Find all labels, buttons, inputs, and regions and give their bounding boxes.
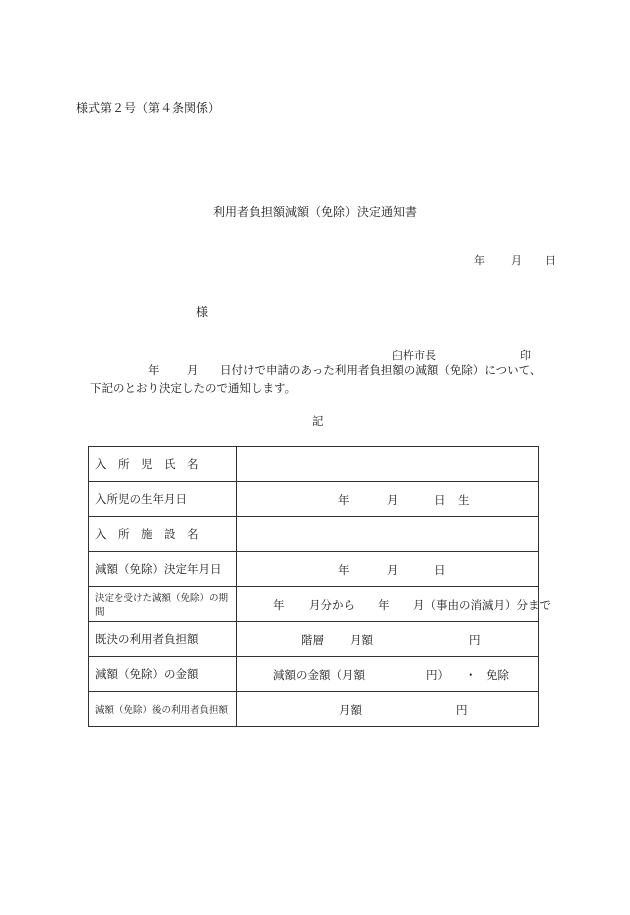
date-day-label: 日 xyxy=(545,254,556,267)
year-label: 年 xyxy=(338,563,350,577)
month-from-label: 月分から xyxy=(309,598,355,612)
table-row xyxy=(89,622,539,657)
row-label-birthdate: 入所児の生年月日 xyxy=(89,482,237,517)
existing-burden-value xyxy=(237,622,539,657)
month-label: 月 xyxy=(387,563,399,577)
body-line2: 下記のとおり決定したので通知します。 xyxy=(90,381,297,395)
month-label: 月 xyxy=(387,493,399,507)
yen-label: 円 xyxy=(469,633,481,647)
row-label-child-name: 入 所 児 氏 名 xyxy=(89,447,237,482)
table-row xyxy=(89,447,539,482)
child-name-value xyxy=(237,447,539,482)
table-row xyxy=(89,552,539,587)
year-label: 年 xyxy=(338,493,350,507)
day-label: 日 xyxy=(434,493,446,507)
yen-label: 円 xyxy=(456,703,468,717)
row-label-period: 決定を受けた減額（免除）の期間 xyxy=(89,587,237,622)
day-label: 日 xyxy=(434,563,446,577)
date-month-label: 月 xyxy=(511,254,522,267)
decision-date-value xyxy=(237,552,539,587)
body-line1: 日付けで申請のあった利用者負担額の減額（免除）について、 xyxy=(220,363,542,377)
year2-label: 年 xyxy=(378,598,390,612)
table-row xyxy=(89,692,539,727)
born-suffix: 生 xyxy=(458,493,470,507)
period-value xyxy=(237,587,551,622)
separator-dot: ・ xyxy=(465,668,477,682)
table-row xyxy=(89,657,539,692)
row-label-reduction-amount: 減額（免除）の金額 xyxy=(89,657,237,692)
body-month-label: 月 xyxy=(187,363,199,377)
ki-heading: 記 xyxy=(312,414,324,428)
table-row xyxy=(89,587,539,622)
reduction-amount-value xyxy=(237,657,539,692)
row-label-decision-date: 減額（免除）決定年月日 xyxy=(89,552,237,587)
year-label: 年 xyxy=(273,598,285,612)
after-burden-value xyxy=(237,692,539,727)
date-year-label: 年 xyxy=(474,254,485,267)
reduction-amount-label: 減額の金額（月額 xyxy=(273,668,365,682)
decision-table xyxy=(88,446,551,727)
yen-close-label: 円） xyxy=(426,668,449,682)
row-label-after-burden: 減額（免除）後の利用者負担額 xyxy=(89,692,237,727)
table-row xyxy=(89,517,539,552)
birthdate-value xyxy=(237,482,539,517)
facility-value xyxy=(237,517,539,552)
tier-label: 階層 xyxy=(301,633,324,647)
monthly-label: 月額 xyxy=(339,703,362,717)
addressee-honorific: 様 xyxy=(196,305,209,319)
exempt-label: 免除 xyxy=(486,668,509,682)
issuer-name: 臼杵市長 xyxy=(392,349,436,362)
monthly-label: 月額 xyxy=(350,633,373,647)
seal-mark: 印 xyxy=(520,349,531,362)
table-row xyxy=(89,482,539,517)
month-to-label: 月（事由の消滅月）分まで xyxy=(413,598,551,612)
row-label-existing-burden: 既決の利用者負担額 xyxy=(89,622,237,657)
row-label-facility: 入 所 施 設 名 xyxy=(89,517,237,552)
body-year-label: 年 xyxy=(148,363,160,377)
form-number: 様式第２号（第４条関係） xyxy=(76,101,221,115)
document-title: 利用者負担額減額（免除）決定通知書 xyxy=(212,205,417,219)
